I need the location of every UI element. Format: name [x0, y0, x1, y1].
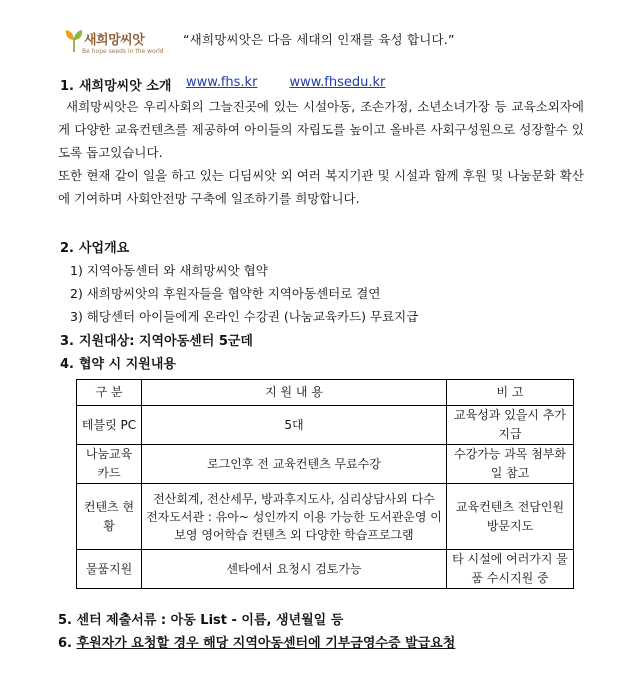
table-row	[77, 406, 574, 445]
logo-text: 새희망씨앗	[84, 33, 145, 48]
section-number: 3.	[60, 334, 74, 349]
row-category: 나눔교육 카드	[77, 445, 142, 484]
table-header-row	[77, 380, 574, 406]
row-category: 물품지원	[77, 550, 142, 589]
section-number: 6.	[58, 636, 72, 651]
section-number: 4.	[60, 357, 74, 372]
list-item: 1) 지역아동센터 와 새희망씨앗 협약	[70, 263, 268, 278]
intro-paragraph: 새희망씨앗은 우리사회의 그늘진곳에 있는 시설아동, 조손가정, 소년소녀가장 등 교육소외자에게 다양한 교육컨텐츠를 제공하여 아이들의 자립도를 높이고 올바른 사회구성원으로 성장할수 있도록 돕고있습니다.	[58, 99, 584, 160]
row-note: 수강가능 과목 첨부화일 참고	[447, 445, 574, 484]
section-title: 협약 시 지원내용	[78, 357, 176, 372]
row-note: 교육컨텐츠 전담인원 방문지도	[447, 484, 574, 550]
column-header: 비 고	[447, 380, 574, 406]
row-note: 교육성과 있을시 추가지급	[447, 406, 574, 445]
section-title: 사업개요	[78, 241, 130, 256]
section-title: 지원대상: 지역아동센터 5군데	[78, 334, 253, 349]
column-header: 구 분	[77, 380, 142, 406]
list-item: 2) 새희망씨앗의 후원자들을 협약한 지역아동센터로 결연	[70, 286, 381, 301]
list-item: 3) 해당센터 아이들에게 온라인 수강권 (나눔교육카드) 무료지급	[70, 309, 419, 324]
row-note: 타 시설에 여러가지 물품 수시지원 중	[447, 550, 574, 589]
links	[186, 75, 417, 90]
section-3-heading	[60, 330, 253, 349]
table-row	[77, 550, 574, 589]
column-header: 지 원 내 용	[142, 380, 447, 406]
sprout-icon	[64, 28, 84, 54]
row-category: 컨텐츠 현황	[77, 484, 142, 550]
section-number: 5.	[58, 613, 72, 628]
intro-paragraph-2: 또한 현재 같이 일을 하고 있는 디딤씨앗 외 여러 복지기관 및 시설과 함께 후원 및 나눔문화 확산에 기여하며 사회안전망 구축에 일조하기를 희망합니다.	[58, 168, 584, 206]
section-text: 후원자가 요청할 경우 해당 지역아동센터에 기부금영수증 발급요청	[76, 636, 456, 651]
row-content: 전산회계, 전산세무, 방과후지도사, 심리상담사외 다수 전자도서관 : 유아~ 성인까지 이용 가능한 도서관운영 이보영 영어학습 컨텐츠 외 다양한 학습프로그램	[142, 484, 447, 550]
section-number: 2.	[60, 241, 74, 256]
section-5	[58, 609, 343, 628]
section-number: 1.	[60, 79, 74, 94]
row-content: 센타에서 요청시 검토가능	[142, 550, 447, 589]
motto: “새희망씨앗은 다음 세대의 인재를 육성 합니다.”	[183, 32, 455, 47]
logo	[60, 24, 164, 58]
link-fhsedu[interactable]: www.fhsedu.kr	[289, 75, 386, 90]
section-4-heading	[60, 353, 176, 372]
section-1-heading	[60, 75, 171, 94]
section-2-heading	[60, 237, 129, 256]
table-row	[77, 445, 574, 484]
logo-tagline: Be hope seeds in the world	[82, 48, 164, 55]
section-6	[58, 632, 455, 651]
row-category: 테블릿 PC	[77, 406, 142, 445]
section-title: 새희망씨앗 소개	[78, 79, 172, 94]
table-row	[77, 484, 574, 550]
section-text: 센터 제출서류 : 아동 List - 이름, 생년월일 등	[76, 613, 344, 628]
support-table	[76, 379, 574, 589]
link-fhs[interactable]: www.fhs.kr	[186, 75, 258, 90]
row-content: 로그인후 전 교육컨텐츠 무료수강	[142, 445, 447, 484]
row-content: 5대	[142, 406, 447, 445]
